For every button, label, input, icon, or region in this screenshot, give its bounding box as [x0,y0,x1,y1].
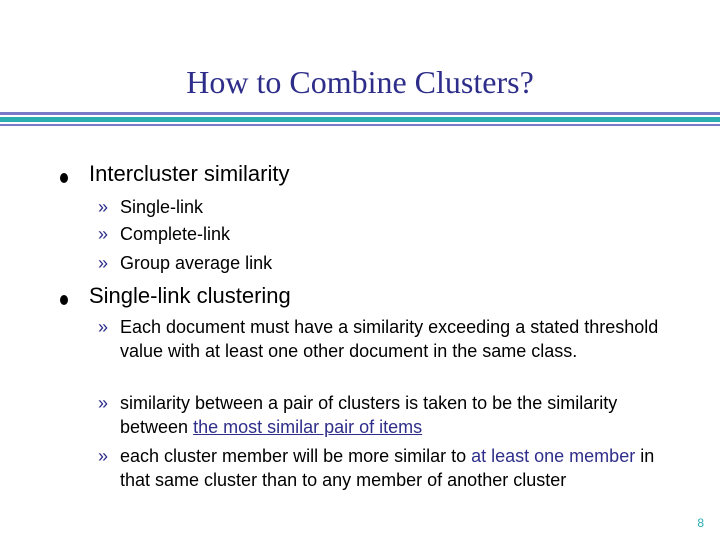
subitem-text: Group average link [120,253,273,273]
title-rule-bottom [0,124,720,126]
subitem-marker: » [98,393,109,413]
page-number: 8 [697,516,704,530]
bullet-intercluster-similarity: Intercluster similarity [89,161,290,186]
subitem-single-link [98,195,660,219]
subitem-text: Complete-link [120,224,231,244]
subitem-cluster-member [98,444,660,492]
bullet-dot [60,173,68,183]
subitem-group-average-link [98,251,660,275]
subitem-marker: » [98,253,109,273]
highlighted-phrase: at least one member [471,446,636,466]
subitem-text-part: in that same cluster than to any member of another cluster [120,446,655,490]
subitem-similarity-pair [98,391,660,439]
bullet-dot [60,295,68,305]
subitem-text: Single-link [120,197,204,217]
subitem-complete-link [98,222,660,246]
subitem-marker: » [98,317,109,337]
subitem-text: Each document must have a similarity exceeding a stated threshold value with at least one other document in the same class. [120,317,659,361]
slide-title: How to Combine Clusters? [186,64,534,100]
subitem-text [120,444,660,492]
subitem-text-part: each cluster member will be more similar to [120,446,472,466]
subitem-text-part: similarity between a pair of clusters is taken to be the similarity between [120,393,618,437]
bullet-single-link-clustering: Single-link clustering [89,283,291,308]
underlined-phrase: the most similar pair of items [193,417,423,437]
title-rule-middle [0,117,720,122]
subitem-threshold [98,315,660,363]
subitem-marker: » [98,446,109,466]
subitem-marker: » [98,197,109,217]
title-rule-top [0,112,720,115]
subitem-marker: » [98,224,109,244]
subitem-text [120,391,660,439]
